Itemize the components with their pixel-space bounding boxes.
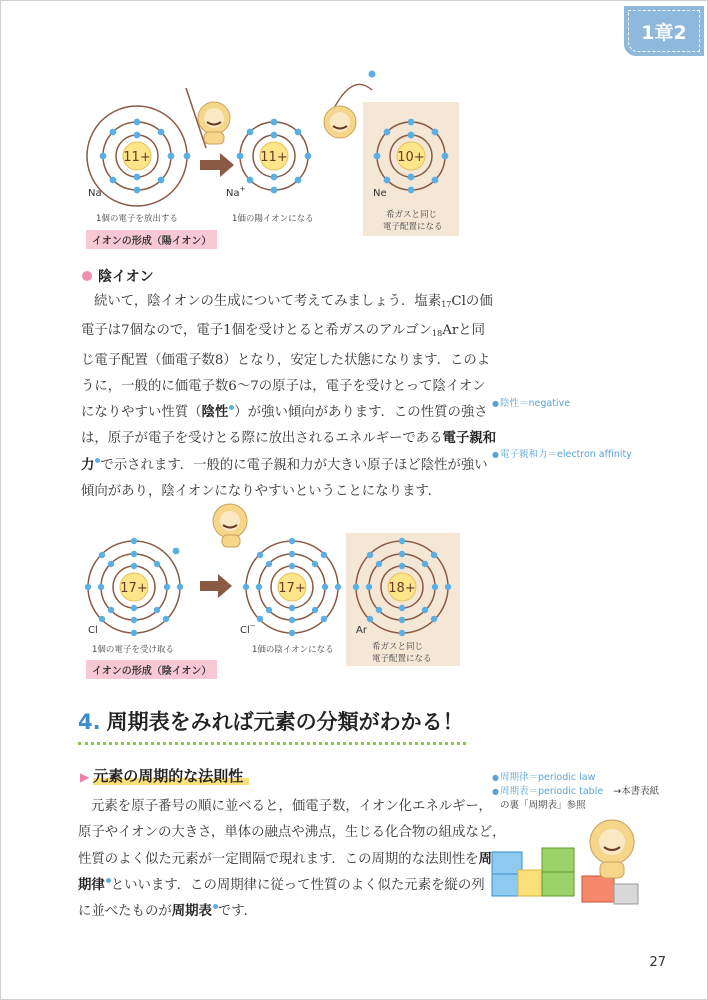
section-title [78,706,464,736]
cation-caption-2: 1価の陽イオンになる [232,214,314,224]
cation-caption-3a: 希ガスと同じ [386,210,438,220]
note-electron-affinity: ●電子親和力＝electron affinity [492,449,632,460]
note-periodic-table-ref: の裏「周期表」参照 [500,800,586,811]
mascot-blocks-icon [590,820,634,878]
section-number: 4. [78,710,101,734]
red-block [582,876,614,902]
section-title-text: 周期表をみれば元素の分類がわかる！ [106,710,464,734]
green-block-stack [542,848,574,896]
na-charge: 11+ [123,150,151,165]
note-negative: ●陰性＝negative [492,398,571,409]
triangle-right-icon: ▶ [80,770,90,784]
na-plus-label: Na+ [226,185,246,199]
arrow-right [200,153,234,177]
note-periodic-table: ●周期表＝periodic table →本書表紙 [492,786,660,797]
mascot-fishing-icon [186,88,230,148]
note-periodic-law: ●周期律＝periodic law [492,772,596,783]
anion-caption-3b: 電子配置になる [372,654,432,664]
law-heading [80,765,249,786]
ne-charge: 10+ [397,150,425,165]
page-number: 27 [649,955,666,970]
incoming-electron [173,548,180,555]
periodic-blocks-illustration [488,812,658,922]
cl-minus-charge: 17+ [278,581,306,596]
anion-heading-text: 陰イオン [98,269,154,285]
anion-caption-1: 1個の電子を受け取る [92,645,174,655]
section-rule [78,742,466,745]
anion-heading [82,266,154,286]
na-plus-atom [237,119,312,194]
na-label: Na [88,188,102,199]
cation-figure-label: イオンの形成（陽イオン） [86,230,217,249]
pink-dot-icon [82,271,92,281]
arrow-right [200,574,232,598]
cl-minus-atom [243,538,341,636]
anion-paragraph: 続いて，陰イオンの生成について考えてみましょう．塩素$_{17}$Clの価 電子は7個なので，電子1個を受けとると希ガスのアルゴン$_{18}$Arと同 じ電子配置（価電子数8）となり，安定した状態になります．このよ うに，一般的に価電子数6～7の原子は，電子を受けとって陰イオン になりやすい性質（陰性 ）が強い傾向があります．この性質の強さ は，原子が電子を受けとる際に放出されるエネルギーである電子親和 力 で示されます．一般的に電子親和力が大きい原子ほど陰性が強い 傾向があり，陰イオンになりやすいということになります． [81,294,497,500]
anion-caption-3a: 希ガスと同じ [372,642,424,652]
na-plus-charge: 11+ [260,150,288,165]
cation-caption-1: 1個の電子を放出する [96,214,178,224]
mascot-throwing-icon [213,504,247,547]
ar-charge: 18+ [388,581,416,596]
ne-label: Ne [373,188,387,199]
yellow-block [518,870,542,896]
cl-charge: 17+ [120,581,148,596]
na-atom [87,106,190,206]
cl-label: Cl [88,625,98,636]
anion-figure-label: イオンの形成（陰イオン） [86,660,217,679]
chapter-tab [624,6,704,56]
chapter-tab-label: 1章2 [641,21,687,44]
anion-caption-2: 1価の陰イオンになる [252,645,334,655]
cl-atom [85,538,183,636]
cation-caption-3b: 電子配置になる [383,222,443,232]
ar-label: Ar [356,625,367,636]
law-paragraph: 元素を原子番号の順に並べると，価電子数，イオン化エネルギー， 原子やイオンの大きさ，単体の融点や沸点，生じる化合物の組成など， 性質のよく似た元素が一定間隔で現れます．この周期的な法則性を周 期律 といいます．この周期律に従って性質のよく似た元素を縦の列 に並べたものが周期表 です． [78,799,506,920]
cl-minus-label: Cl− [240,622,256,636]
law-heading-text: 元素の周期的な法則性 [93,767,249,785]
gray-block [614,884,638,904]
